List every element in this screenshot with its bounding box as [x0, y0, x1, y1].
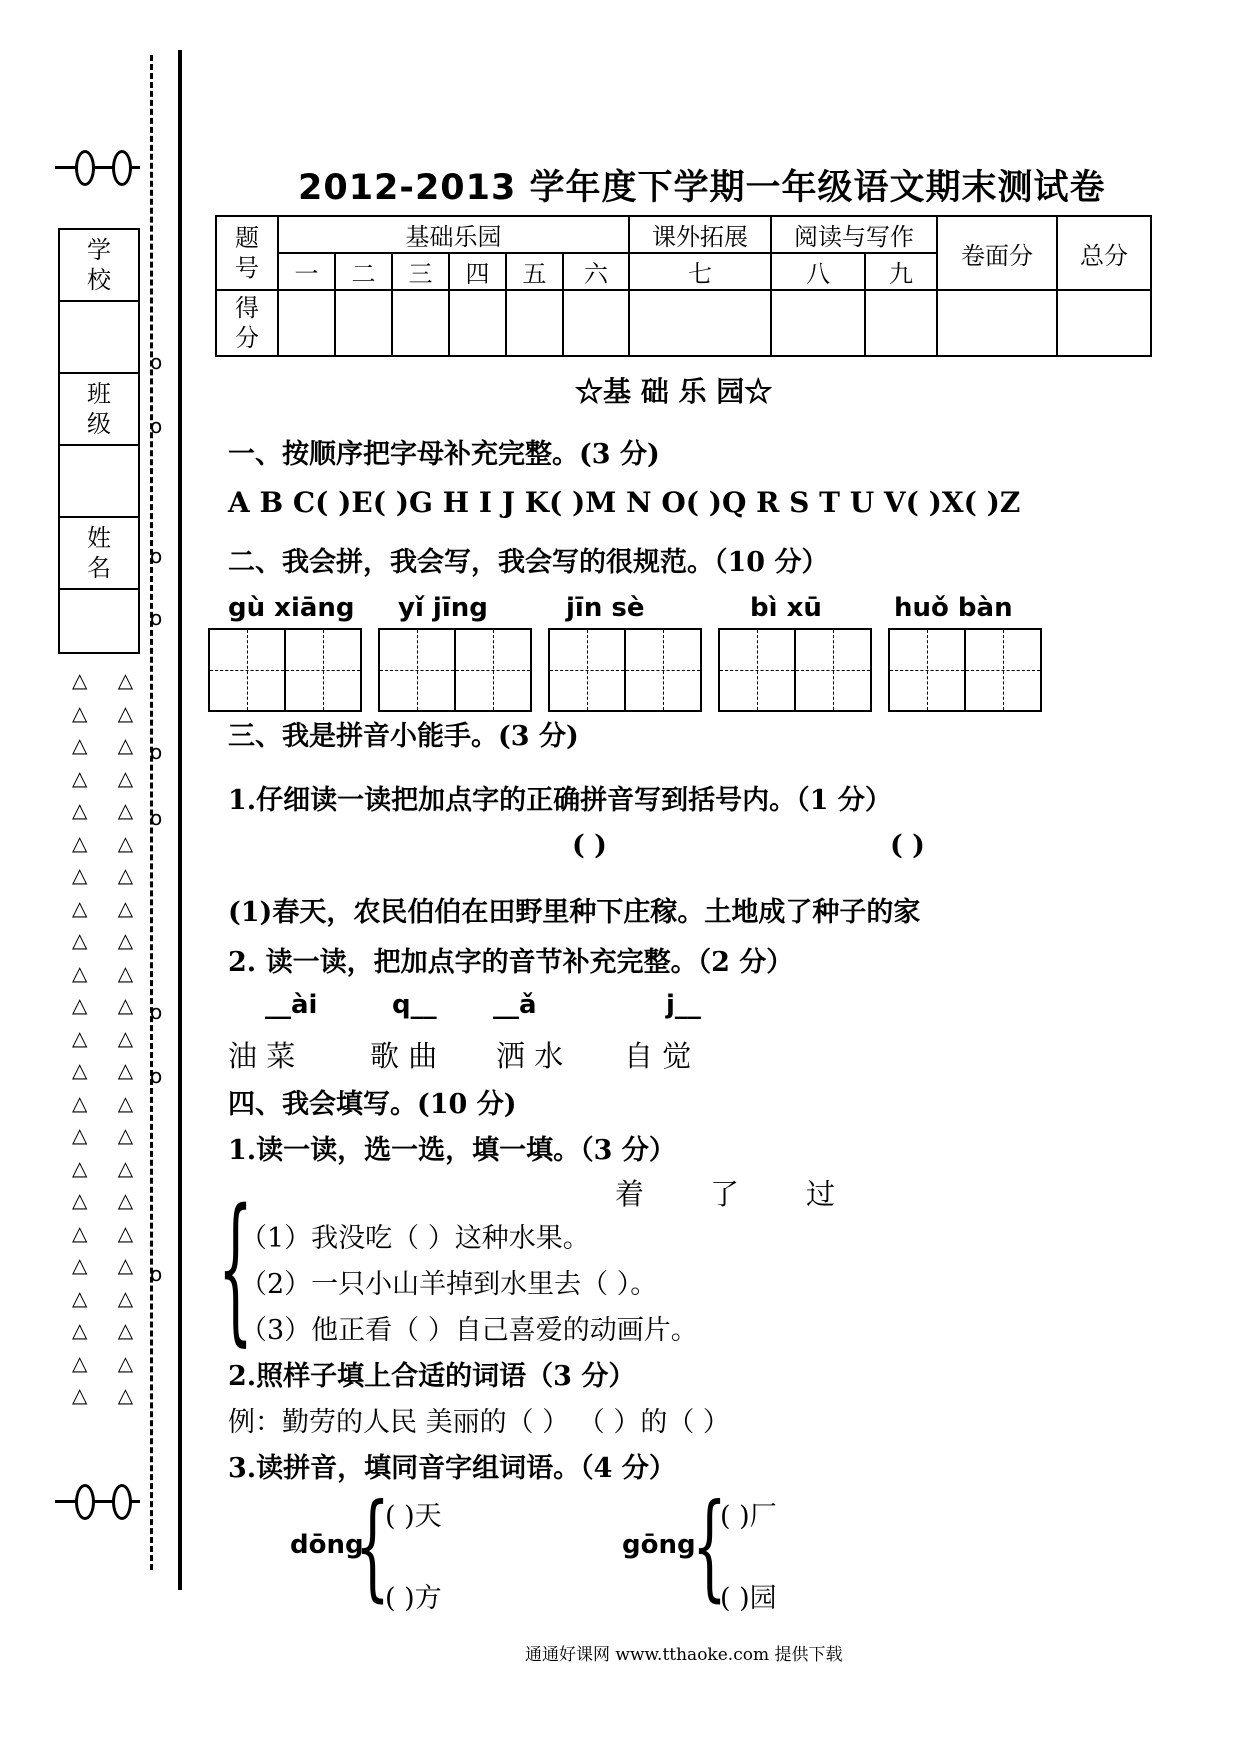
- fill-item: （1）我没吃（ ）这种水果。: [240, 1223, 590, 1254]
- school-label: 学 校: [60, 230, 138, 302]
- word: 自 觉: [624, 1039, 692, 1073]
- pinyin-dong: dōng: [290, 1530, 364, 1560]
- margin-triangle-row: △ △: [72, 928, 146, 952]
- word: 油 菜: [228, 1039, 296, 1073]
- margin-triangle-row: △ △: [72, 1285, 146, 1310]
- writing-grid[interactable]: [888, 628, 1042, 712]
- margin-dot: o: [150, 544, 163, 568]
- student-info-box: [58, 228, 140, 654]
- word: 歌 曲: [370, 1039, 438, 1073]
- score-cell[interactable]: [937, 290, 1057, 356]
- score-cell[interactable]: [506, 290, 563, 356]
- homophone-blank: ( )园: [720, 1583, 777, 1614]
- q3-sentence: (1)春天，农民伯伯在田野里种下庄稼。土地成了种子的家: [228, 897, 921, 928]
- homophone-blank: ( )方: [385, 1583, 442, 1614]
- score-table: [215, 215, 1152, 357]
- margin-triangle-row: △ △: [72, 798, 146, 822]
- question-number: 一: [278, 253, 335, 290]
- margin-triangle-row: △ △: [72, 1025, 146, 1050]
- group-kewai: 课外拓展: [629, 216, 771, 253]
- margin-triangle-row: △ △: [72, 993, 146, 1017]
- margin-triangle-row: △ △: [72, 1188, 146, 1212]
- margin-dot: o: [150, 806, 163, 830]
- left-brace: {: [218, 1174, 253, 1361]
- score-cell[interactable]: [563, 290, 629, 356]
- margin-triangle-row: △ △: [72, 960, 146, 985]
- margin-triangle-row: △ △: [72, 700, 146, 725]
- row-label: 得 分: [216, 290, 278, 356]
- margin-triangle-row: △ △: [72, 668, 146, 692]
- class-label: 班 级: [60, 374, 138, 446]
- margin-triangle-row: △ △: [72, 863, 146, 887]
- pinyin-label: jīn sè: [566, 593, 645, 623]
- answer-paren[interactable]: ( ): [890, 830, 925, 861]
- q1-letters: A B C( )E( )G H I J K( )M N O( )Q R S T U V( )X( )Z: [228, 486, 1021, 519]
- writing-grid[interactable]: [208, 628, 362, 712]
- margin-triangle-row: △ △: [72, 1350, 146, 1375]
- section-banner: ☆基 础 乐 园☆: [575, 375, 773, 408]
- score-cell[interactable]: [1057, 290, 1151, 356]
- q4-example: 例：勤劳的人民 美丽的（ ） （ ）的（ ）: [228, 1407, 730, 1438]
- question-number: 九: [865, 253, 937, 290]
- homophone-blank: ( )天: [385, 1501, 442, 1532]
- syllable-blank[interactable]: __ài: [265, 990, 318, 1020]
- margin-triangle-row: △ △: [72, 895, 146, 920]
- score-cell[interactable]: [278, 290, 335, 356]
- left-brace: {: [692, 1478, 727, 1613]
- q4-sub2: 2.照样子填上合适的词语（3 分）: [228, 1361, 636, 1392]
- word: 洒 水: [496, 1039, 564, 1073]
- question-number: 二: [335, 253, 392, 290]
- syllable-blank[interactable]: __ǎ: [493, 990, 537, 1020]
- score-cell[interactable]: [392, 290, 449, 356]
- q4-sub3: 3.读拼音，填同音字组词语。（4 分）: [228, 1453, 676, 1484]
- juanmian-header: 卷面分: [937, 216, 1057, 290]
- pinyin-label: huǒ bàn: [894, 593, 1013, 623]
- score-cell[interactable]: [449, 290, 506, 356]
- pinyin-gong: gōng: [622, 1530, 696, 1560]
- score-cell[interactable]: [771, 290, 865, 356]
- q3-sub1: 1.仔细读一读把加点字的正确拼音写到括号内。（1 分）: [228, 785, 892, 816]
- margin-dot: o: [150, 1262, 163, 1286]
- question-number: 八: [771, 253, 865, 290]
- margin-triangle-row: △ △: [72, 1220, 146, 1245]
- pinyin-label: bì xū: [750, 593, 822, 623]
- writing-grid[interactable]: [718, 628, 872, 712]
- name-label: 姓 名: [60, 518, 138, 590]
- fill-item: （2）一只小山羊掉到水里去（ ）。: [240, 1269, 658, 1300]
- margin-triangle-row: △ △: [72, 830, 146, 855]
- margin-triangle-row: △ △: [72, 1123, 146, 1147]
- question-number: 七: [629, 253, 771, 290]
- question-number: 六: [563, 253, 629, 290]
- class-field[interactable]: [60, 446, 138, 518]
- zongfen-header: 总分: [1057, 216, 1151, 290]
- option-word: 着: [615, 1177, 645, 1211]
- option-word: 过: [806, 1177, 836, 1211]
- score-cell[interactable]: [865, 290, 937, 356]
- margin-triangle-row: △ △: [72, 1318, 146, 1342]
- margin-dot: o: [150, 1064, 163, 1088]
- margin-dot: o: [150, 1000, 163, 1024]
- q3-sub2: 2. 读一读，把加点字的音节补充完整。（2 分）: [228, 947, 794, 978]
- pinyin-label: gù xiāng: [228, 593, 355, 623]
- margin-triangle-row: △ △: [72, 1155, 146, 1180]
- group-yuedu: 阅读与写作: [771, 216, 937, 253]
- score-cell[interactable]: [335, 290, 392, 356]
- q4-heading: 四、我会填写。(10 分): [228, 1089, 517, 1120]
- answer-paren[interactable]: ( ): [572, 830, 607, 861]
- q3-heading: 三、我是拼音小能手。(3 分): [228, 721, 579, 752]
- page-title: 2012-2013 学年度下学期一年级语文期末测试卷: [298, 168, 1106, 208]
- margin-triangle-row: △ △: [72, 1383, 146, 1407]
- name-field[interactable]: [60, 590, 138, 652]
- group-jichu: 基础乐园: [278, 216, 629, 253]
- margin-triangle-row: △ △: [72, 1058, 146, 1082]
- margin-dot: o: [150, 740, 163, 764]
- binding-solid-line: [178, 50, 182, 1590]
- homophone-blank: ( )厂: [720, 1501, 777, 1532]
- syllable-blank[interactable]: q__: [392, 990, 437, 1020]
- question-number: 三: [392, 253, 449, 290]
- option-word: 了: [710, 1177, 740, 1211]
- writing-grid[interactable]: [548, 628, 702, 712]
- question-number: 四: [449, 253, 506, 290]
- margin-dot: o: [150, 350, 163, 374]
- margin-dot: o: [150, 606, 163, 630]
- school-field[interactable]: [60, 302, 138, 374]
- margin-triangle-row: △ △: [72, 733, 146, 757]
- q2-heading: 二、我会拼，我会写，我会写的很规范。（10 分）: [228, 547, 829, 578]
- pinyin-label: yǐ jīng: [398, 593, 488, 623]
- writing-grid[interactable]: [378, 628, 532, 712]
- syllable-blank[interactable]: j__: [666, 990, 701, 1020]
- q1-heading: 一、按顺序把字母补充完整。(3 分): [228, 439, 660, 470]
- footer-credit: 通通好课网 www.tthaoke.com 提供下载: [525, 1645, 843, 1665]
- left-brace: {: [355, 1478, 390, 1613]
- col-label: 题 号: [216, 216, 278, 290]
- margin-dot: o: [150, 414, 163, 438]
- question-number: 五: [506, 253, 563, 290]
- margin-triangle-row: △ △: [72, 1090, 146, 1115]
- q4-sub1: 1.读一读，选一选，填一填。（3 分）: [228, 1135, 676, 1166]
- margin-triangle-row: △ △: [72, 1253, 146, 1277]
- score-cell[interactable]: [629, 290, 771, 356]
- margin-triangle-row: △ △: [72, 765, 146, 790]
- fill-item: （3）他正看（ ）自己喜爱的动画片。: [240, 1315, 698, 1346]
